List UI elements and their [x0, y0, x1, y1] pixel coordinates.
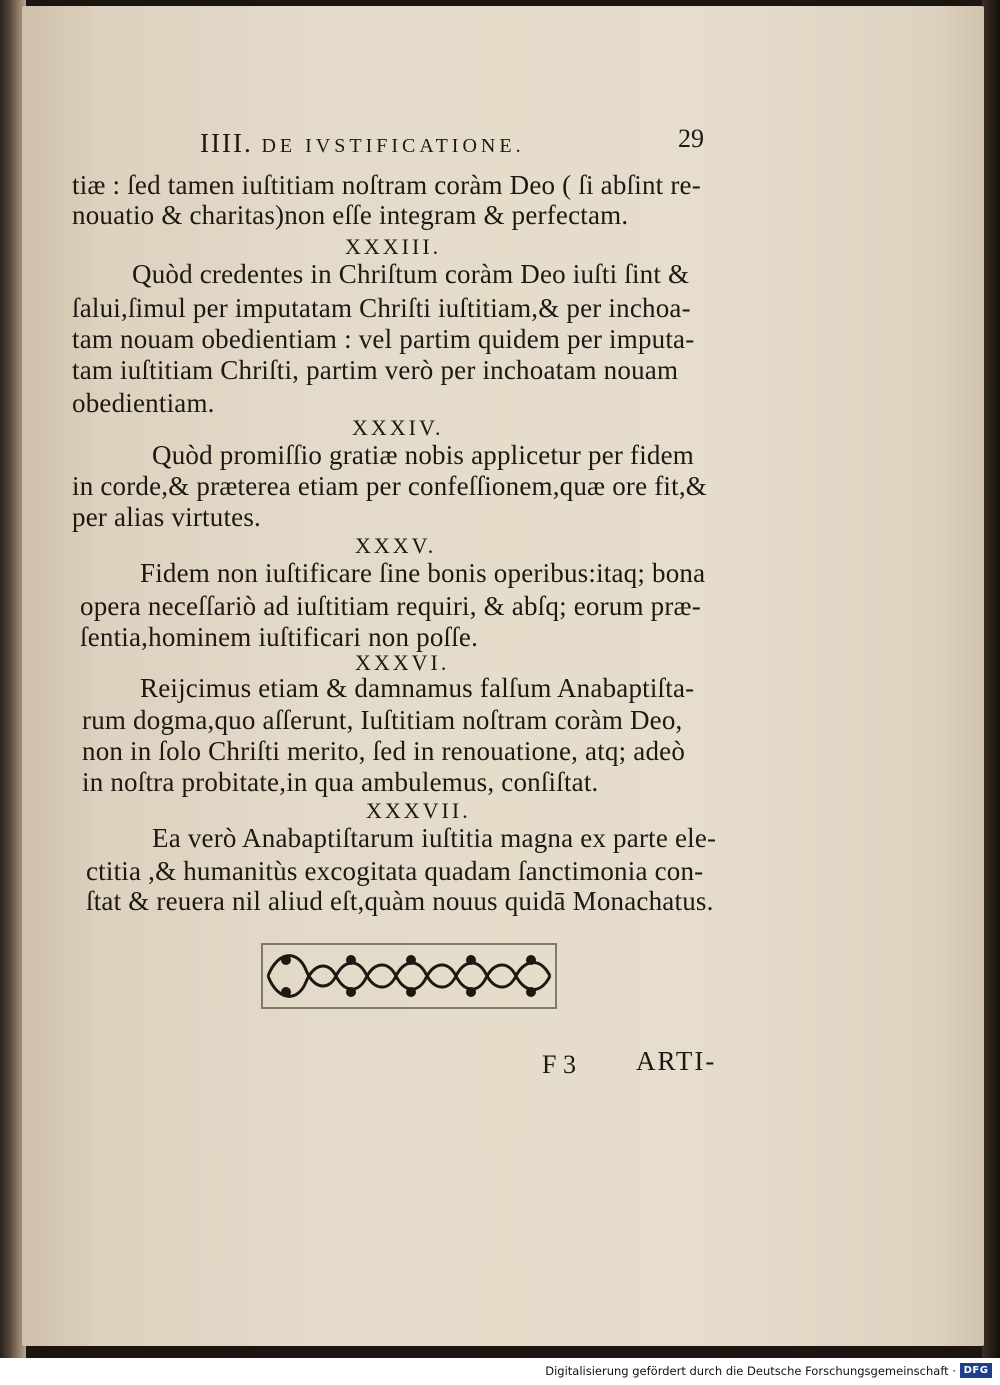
running-head	[200, 128, 525, 159]
text-line: Reijcimus etiam & damnamus falſum Anabaptiſta-	[140, 673, 695, 703]
text-line: non in ſolo Chriſti merito, ſed in renouatione, atq; adeò	[82, 736, 686, 766]
signature-mark: F 3	[542, 1050, 576, 1079]
funding-credit: Digitalisierung gefördert durch die Deutsche Forschungsgemeinschaft ·	[545, 1364, 956, 1378]
text-line: tam nouam obedientiam : vel partim quidem per imputa-	[72, 324, 695, 354]
ornamental-vignette	[258, 940, 560, 1012]
text-line: tam iuſtitiam Chriſti, partim verò per inchoatam nouam	[72, 355, 679, 385]
text-line: tiæ : ſed tamen iuſtitiam noſtram coràm Deo ( ſi abſint re-	[72, 170, 701, 200]
article-heading: XXXVI.	[355, 650, 450, 675]
text-line: ſtat & reuera nil aliud eſt,quàm nouus quidā Monachatus.	[86, 886, 714, 916]
text-line: nouatio & charitas)non eſſe integram & perfectam.	[72, 200, 629, 230]
article-heading: XXXIII.	[345, 234, 442, 259]
credit-bar	[0, 1358, 1000, 1385]
text-line: obedientiam.	[72, 388, 215, 418]
text-line: in noſtra probitate,in qua ambulemus, conſiſtat.	[82, 767, 599, 797]
text-line: ſentia,hominem iuſtificari non poſſe.	[80, 622, 479, 652]
text-line: Ea verò Anabaptiſtarum iuſtitia magna ex parte ele-	[152, 823, 717, 853]
running-head-number: IIII.	[200, 128, 253, 158]
running-head-title: DE IVSTIFICATIONE.	[261, 135, 525, 157]
text-line: rum dogma,quo aſſerunt, Iuſtitiam noſtram coràm Deo,	[82, 705, 683, 735]
dfg-logo: DFG	[960, 1363, 992, 1378]
text-line: ſalui,ſimul per imputatam Chriſti iuſtitiam,& per inchoa-	[72, 293, 691, 323]
catchword: ARTI-	[636, 1046, 717, 1076]
text-line: opera neceſſariò ad iuſtitiam requiri, & abſq; eorum præ-	[80, 591, 701, 621]
text-line: Fidem non iuſtificare ſine bonis operibus:itaq; bona	[140, 558, 706, 588]
article-heading: XXXVII.	[366, 798, 471, 823]
text-line: in corde,& præterea etiam per confeſſionem,quæ ore fit,&	[72, 471, 707, 501]
scan-edge	[982, 0, 1000, 1358]
article-heading: XXXV.	[355, 533, 437, 558]
article-heading: XXXIV.	[352, 415, 444, 440]
text-line: ctitia ,& humanitùs excogitata quadam ſanctimonia con-	[86, 856, 704, 886]
text-line: per alias virtutes.	[72, 502, 261, 532]
text-line: Quòd promiſſio gratiæ nobis applicetur per fidem	[152, 440, 694, 470]
text-line: Quòd credentes in Chriſtum coràm Deo iuſti ſint &	[132, 259, 690, 289]
page-number: 29	[678, 124, 704, 153]
